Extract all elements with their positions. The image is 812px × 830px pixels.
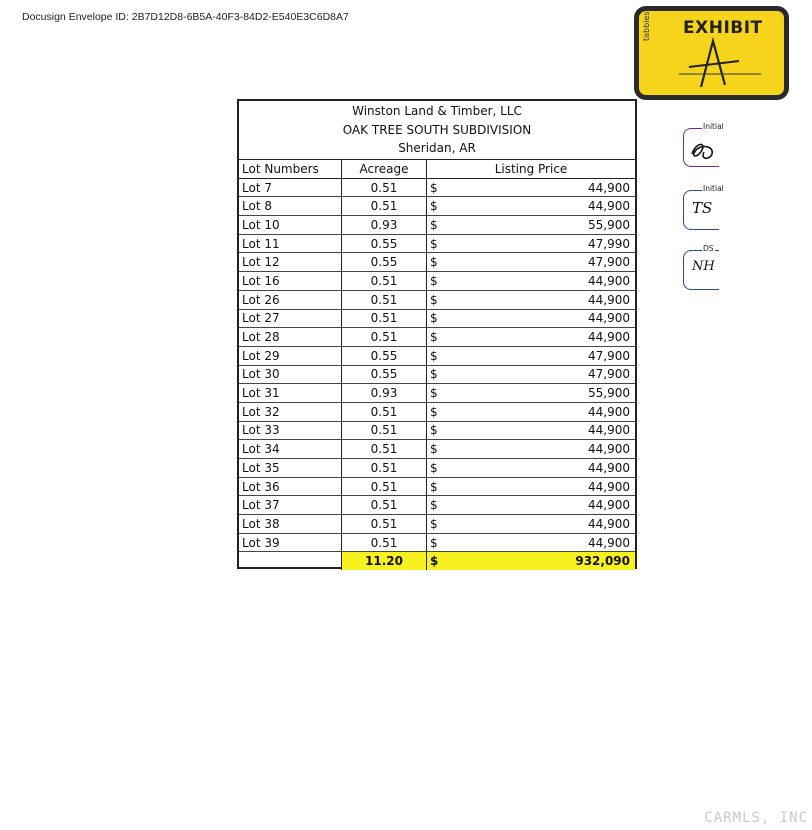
table-row <box>239 234 635 253</box>
currency-symbol: $ <box>430 367 438 382</box>
table-row <box>239 197 635 216</box>
total-row <box>239 552 635 570</box>
location-title: Sheridan, AR <box>398 141 476 155</box>
acreage-value: 0.51 <box>342 290 427 309</box>
table-row <box>239 477 635 496</box>
listing-price-value: 44,900 <box>588 535 630 550</box>
exhibit-letter-handwritten <box>639 11 784 95</box>
lot-number: Lot 32 <box>239 402 342 421</box>
initial-label: Initial <box>703 184 724 193</box>
acreage-value: 0.55 <box>342 253 427 272</box>
lot-number: Lot 8 <box>239 197 342 216</box>
acreage-value: 0.55 <box>342 234 427 253</box>
table-row <box>239 253 635 272</box>
table-row <box>239 421 635 440</box>
listing-price-value: 47,990 <box>588 236 630 251</box>
currency-symbol: $ <box>430 292 438 307</box>
currency-symbol: $ <box>430 442 438 457</box>
table-row <box>239 533 635 552</box>
watermark: CARMLS, INC <box>704 810 808 826</box>
header-acreage: Acreage <box>342 160 427 178</box>
listing-price-value: 44,900 <box>588 273 630 288</box>
listing-price-value: 44,900 <box>588 180 630 195</box>
currency-symbol: $ <box>430 516 438 531</box>
acreage-value: 0.51 <box>342 533 427 552</box>
table-row <box>239 496 635 515</box>
table-row <box>239 178 635 197</box>
table-row <box>239 309 635 328</box>
acreage-value: 0.51 <box>342 421 427 440</box>
currency-symbol: $ <box>430 217 438 232</box>
table-row <box>239 515 635 534</box>
lot-number: Lot 10 <box>239 216 342 235</box>
listing-price-value: 44,900 <box>588 479 630 494</box>
acreage-value: 0.51 <box>342 440 427 459</box>
initial-label: Initial <box>703 122 724 131</box>
currency-symbol: $ <box>430 423 438 438</box>
subdivision-title: OAK TREE SOUTH SUBDIVISION <box>342 122 532 137</box>
table-row <box>239 440 635 459</box>
currency-symbol: $ <box>430 386 438 401</box>
listing-price-value: 55,900 <box>588 217 630 232</box>
lot-number: Lot 29 <box>239 346 342 365</box>
acreage-value: 0.51 <box>342 459 427 478</box>
currency-symbol: $ <box>430 311 438 326</box>
lot-number: Lot 11 <box>239 234 342 253</box>
lot-number: Lot 7 <box>239 178 342 197</box>
currency-symbol: $ <box>430 348 438 363</box>
listing-price-value: 44,900 <box>588 423 630 438</box>
lot-number: Lot 28 <box>239 328 342 347</box>
listing-price-value: 47,900 <box>588 367 630 382</box>
listing-price-value: 44,900 <box>588 442 630 457</box>
lot-number: Lot 34 <box>239 440 342 459</box>
listing-price-value: 44,900 <box>588 330 630 345</box>
listing-price-value: 47,900 <box>588 255 630 270</box>
currency-symbol: $ <box>430 330 438 345</box>
table-row <box>239 346 635 365</box>
table-row <box>239 290 635 309</box>
acreage-value: 0.51 <box>342 272 427 291</box>
currency-symbol: $ <box>430 535 438 550</box>
table-row <box>239 459 635 478</box>
header-lot-numbers: Lot Numbers <box>239 160 342 178</box>
lot-number: Lot 33 <box>239 421 342 440</box>
initial-label: DS <box>703 244 714 253</box>
lot-number: Lot 31 <box>239 384 342 403</box>
lot-number: Lot 39 <box>239 533 342 552</box>
lot-number: Lot 26 <box>239 290 342 309</box>
exhibit-brand: tabbies <box>642 11 651 41</box>
acreage-value: 0.51 <box>342 309 427 328</box>
lot-number: Lot 16 <box>239 272 342 291</box>
initial-signature-2: TS <box>692 199 713 217</box>
currency-symbol: $ <box>430 199 438 214</box>
currency-symbol: $ <box>430 404 438 419</box>
listing-price-value: 44,900 <box>588 311 630 326</box>
acreage-value: 0.51 <box>342 178 427 197</box>
price-list-table <box>237 99 637 569</box>
table-row <box>239 384 635 403</box>
listing-price-value: 47,900 <box>588 348 630 363</box>
table-row <box>239 216 635 235</box>
acreage-value: 0.55 <box>342 346 427 365</box>
acreage-value: 0.55 <box>342 365 427 384</box>
table-row <box>239 402 635 421</box>
currency-symbol: $ <box>430 180 438 195</box>
initial-signature-1 <box>686 136 720 166</box>
initial-box-3[interactable] <box>683 244 719 290</box>
envelope-id: Docusign Envelope ID: 2B7D12D8-6B5A-40F3-84D2-E540E3C6D8A7 <box>22 11 349 23</box>
table-row <box>239 328 635 347</box>
listing-price-value: 44,900 <box>588 460 630 475</box>
listing-price-value: 44,900 <box>588 292 630 307</box>
lot-number: Lot 30 <box>239 365 342 384</box>
lot-number: Lot 35 <box>239 459 342 478</box>
listing-price-value: 44,900 <box>588 498 630 513</box>
listing-price-value: 44,900 <box>588 404 630 419</box>
listing-price-value: 44,900 <box>588 516 630 531</box>
initial-box-2[interactable] <box>683 184 724 230</box>
currency-symbol: $ <box>430 236 438 251</box>
acreage-value: 0.93 <box>342 216 427 235</box>
listing-price-value: 44,900 <box>588 199 630 214</box>
currency-symbol: $ <box>430 554 439 569</box>
currency-symbol: $ <box>430 273 438 288</box>
currency-symbol: $ <box>430 255 438 270</box>
initial-signature-3: NH <box>692 259 715 274</box>
acreage-value: 0.51 <box>342 496 427 515</box>
acreage-value: 0.51 <box>342 197 427 216</box>
listing-price-value: 55,900 <box>588 386 630 401</box>
acreage-value: 0.51 <box>342 328 427 347</box>
lot-number: Lot 36 <box>239 477 342 496</box>
company-title: Winston Land & Timber, LLC <box>352 104 522 118</box>
lot-number: Lot 37 <box>239 496 342 515</box>
exhibit-word: EXHIBIT <box>683 18 763 38</box>
lot-number: Lot 27 <box>239 309 342 328</box>
lot-number: Lot 38 <box>239 515 342 534</box>
currency-symbol: $ <box>430 479 438 494</box>
currency-symbol: $ <box>430 460 438 475</box>
title-block <box>239 101 635 160</box>
acreage-value: 0.51 <box>342 402 427 421</box>
acreage-value: 0.51 <box>342 515 427 534</box>
lot-number: Lot 12 <box>239 253 342 272</box>
exhibit-sticker <box>634 6 789 100</box>
total-acreage: 11.20 <box>342 552 427 570</box>
acreage-value: 0.51 <box>342 477 427 496</box>
table-row <box>239 272 635 291</box>
initial-box-1[interactable] <box>683 122 724 167</box>
total-price: 932,090 <box>575 554 630 569</box>
header-listing-price: Listing Price <box>427 160 636 178</box>
currency-symbol: $ <box>430 498 438 513</box>
acreage-value: 0.93 <box>342 384 427 403</box>
table-row <box>239 365 635 384</box>
